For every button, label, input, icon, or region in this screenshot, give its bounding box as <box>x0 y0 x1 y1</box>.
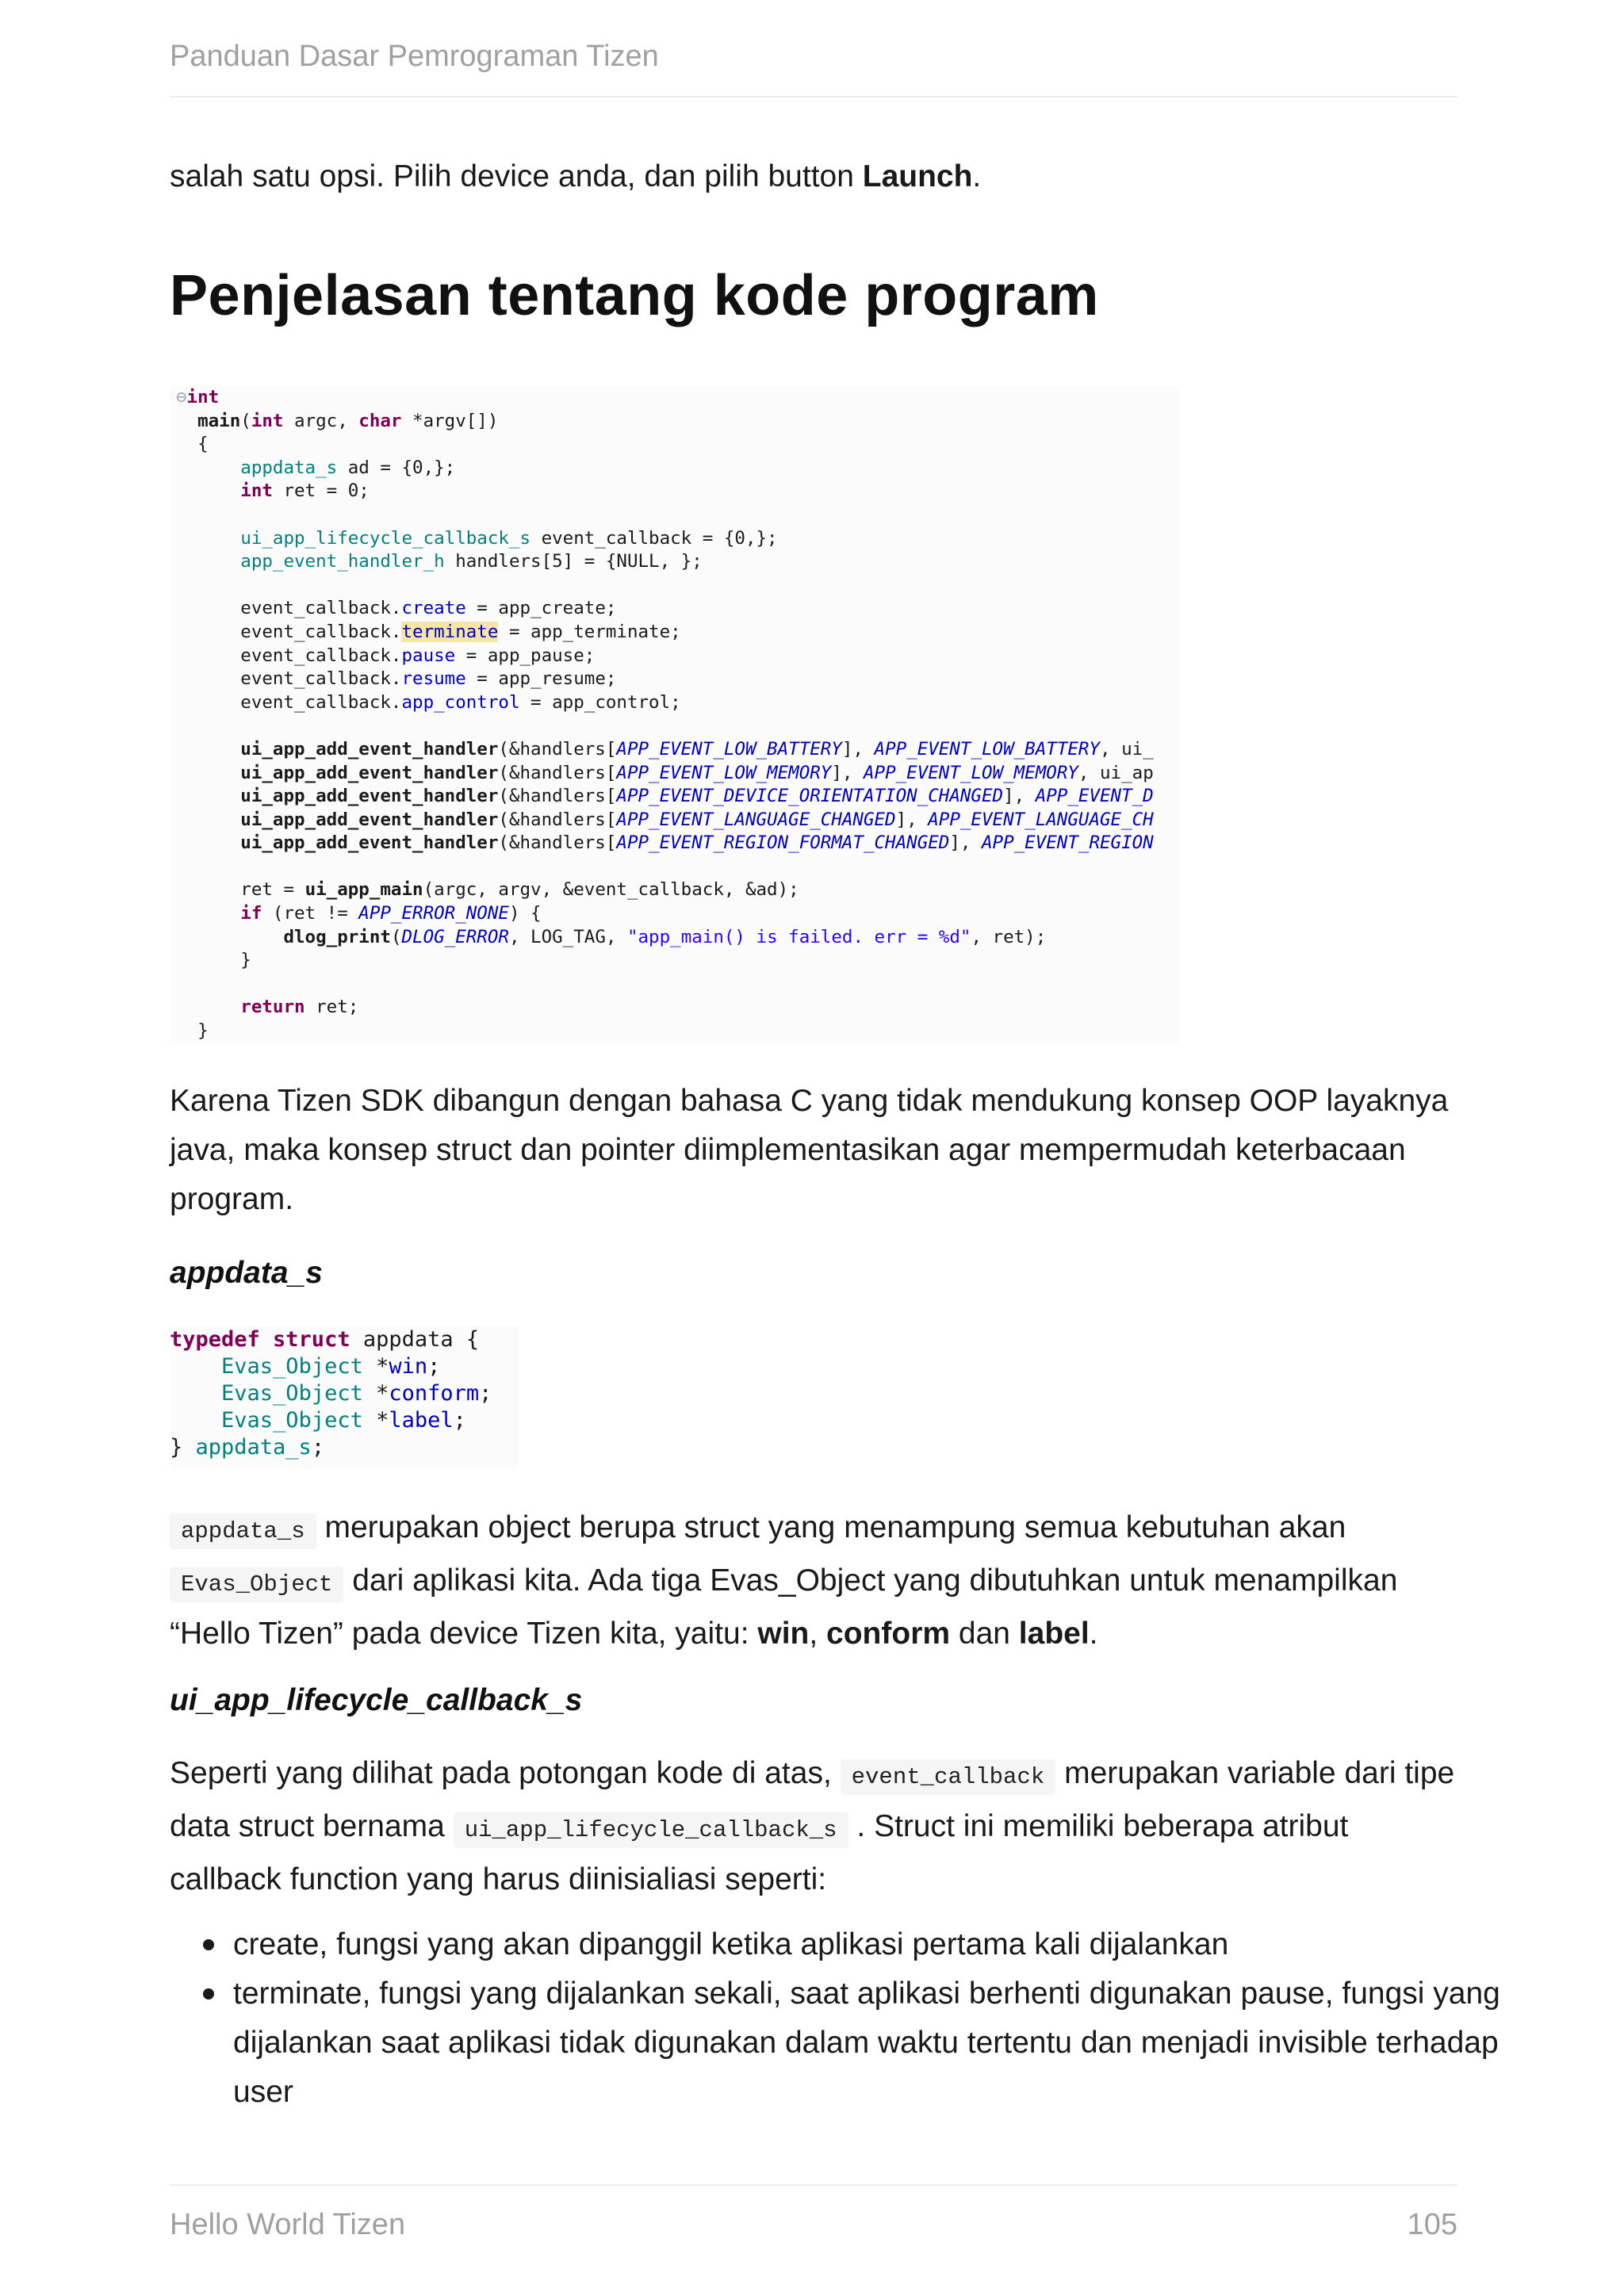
subheading-appdata: appdata_s <box>170 1256 323 1290</box>
inline-code-evas-object: Evas_Object <box>170 1567 343 1602</box>
bold-conform: conform <box>826 1617 951 1651</box>
paragraph-lifecycle: Seperti yang dilihat pada potongan kode di atas, event_callback merupakan variable dari tipe data struct bernama ui_app_lifecycle_callback_s . Struct ini memiliki beberapa atribut callback function yang harus diinisialiasi seperti: <box>170 1756 1455 1896</box>
inline-code-appdata: appdata_s <box>170 1513 316 1549</box>
callback-list <box>170 1920 1521 2117</box>
document-page <box>170 0 1500 2296</box>
paragraph-appdata: appdata_s merupakan object berupa struct yang menampung semua kebutuhan akan Evas_Object dari aplikasi kita. Ada tiga Evas_Object yang dibutuhkan untuk menampilkan “Hello Tizen” pada device Tizen kita, yaitu: win, conform dan label. <box>170 1510 1398 1651</box>
bold-win: win <box>757 1617 810 1651</box>
paragraph-oop: Karena Tizen SDK dibangun dengan bahasa C yang tidak mendukung konsep OOP layaknya java, maka konsep struct dan pointer diimplementasikan agar mempermudah keterbacaan program. <box>170 1084 1449 1216</box>
footer-divider <box>170 2184 1457 2186</box>
running-header: Panduan Dasar Pemrograman Tizen <box>170 40 659 73</box>
bold-label: label <box>1018 1617 1090 1651</box>
list-item: create, fungsi yang akan dipanggil ketika aplikasi pertama kali dijalankan <box>233 1920 1521 1969</box>
code-snippet-struct: typedef struct appdata { Evas_Object *win; Evas_Object *conform; Evas_Object *label; } appdata_s; <box>170 1326 519 1469</box>
intro-bold-launch: Launch <box>862 159 973 193</box>
intro-end: . <box>972 159 982 193</box>
inline-code-lifecycle-struct: ui_app_lifecycle_callback_s <box>454 1812 848 1848</box>
section-title: Penjelasan tentang kode program <box>170 264 1099 327</box>
inline-code-event-callback: event_callback <box>841 1759 1056 1795</box>
page-number: 105 <box>1407 2208 1457 2241</box>
intro-text: salah satu opsi. Pilih device anda, dan pilih button <box>170 159 863 193</box>
fold-marker-icon: ⊖ <box>176 387 187 408</box>
intro-paragraph <box>170 152 1457 201</box>
header-divider <box>170 96 1457 98</box>
code-line: int <box>186 387 220 408</box>
running-footer: Hello World Tizen <box>170 2208 406 2241</box>
code-snippet-main: ⊖int main(int argc, char *argv[]) { appdata_s ad = {0,}; int ret = 0; ui_app_lifecycle_callback_s event_callback = {0,}; app_event_handler_h handlers[5] = {NULL, }; event_callback.create = app_create; event_callback.terminate = app_terminate; event_callback.pause = app_pause; event_callback.resume = app_resume; event_callback.app_control = app_control; ui_app_add_event_handler(&handlers[APP_EVENT_LOW_BATTERY], APP_EVENT_LOW_BATTERY, ui_ ui_app_add_event_handler(&handlers[APP_EVENT_LOW_MEMORY], APP_EVENT_LOW_MEMORY, ui_ap ui_app_add_event_handler(&handlers[APP_EVENT_DEVICE_ORIENTATION_CHANGED], APP_EVENT_D ui_app_add_event_handler(&handlers[APP_EVENT_LANGUAGE_CHANGED], APP_EVENT_LANGUAGE_CH ui_app_add_event_handler(&handlers[APP_EVENT_REGION_FORMAT_CHANGED], APP_EVENT_REGION ret = ui_app_main(argc, argv, &event_callback, &ad); if (ret != APP_ERROR_NONE) { dlog_print(DLOG_ERROR, LOG_TAG, "app_main() is failed. err = %d", ret); } return ret; } <box>170 386 1179 1044</box>
list-item: terminate, fungsi yang dijalankan sekali, saat aplikasi berhenti digunakan pause, fungsi yang dijalankan saat aplikasi tidak digunakan dalam waktu tertentu dan menjadi invisible terhadap user <box>233 1969 1521 2117</box>
subheading-lifecycle: ui_app_lifecycle_callback_s <box>170 1683 583 1717</box>
